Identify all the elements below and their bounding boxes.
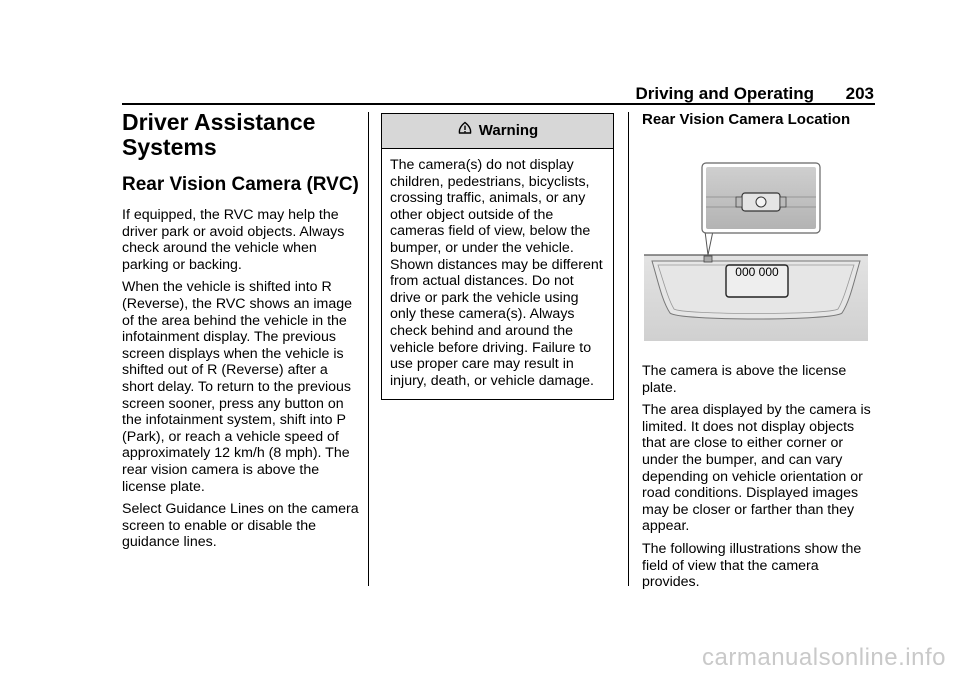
column-divider-left	[368, 112, 369, 586]
warning-header	[382, 114, 613, 149]
paragraph: If equipped, the RVC may help the driver park or avoid objects. Always check around the vehicle when parking or backing.	[122, 207, 345, 273]
warning-box	[381, 113, 614, 400]
paragraph: The camera is above the license plate.	[642, 363, 847, 396]
paragraph: Select Guidance Lines on the camera screen to enable or disable the guidance lines.	[122, 501, 359, 551]
page-header	[122, 84, 874, 104]
section-title: Driving and Operating	[635, 84, 814, 103]
header-rule	[122, 103, 875, 105]
license-plate-text: 000 000	[735, 265, 779, 279]
watermark: carmanualsonline.info	[702, 644, 946, 671]
warning-label: Warning	[478, 121, 539, 139]
page-number: 203	[845, 84, 874, 103]
middle-column	[381, 113, 614, 400]
paragraph: When the vehicle is shifted into R (Reverse), the RVC shows an image of the area behind the vehicle in the infotainment display. The previous screen displays when the vehicle is shifted out of R (Reverse) after a short delay. To return to the previous screen sooner, press any button on the infotainment system, shift into P (Park), or reach a vehicle speed of approximately 12 km/h (8 mph). The rear vision camera is above the license plate.	[122, 279, 352, 495]
paragraph: The area displayed by the camera is limited. It does not display objects that are close to either corner or under the bumper, and can vary depending on vehicle orientation or road conditions. Displayed images may be closer or farther than they appear.	[642, 402, 871, 535]
paragraph: The following illustrations show the field of view that the camera provides.	[642, 540, 862, 591]
column-divider-right	[628, 112, 629, 586]
camera-location-heading: Rear Vision Camera Location	[642, 111, 851, 128]
warning-text: The camera(s) do not display children, pedestrians, bicyclists, crossing traffic, animals, or any other object outside of the cameras field of view, below the bumper, or under the vehicle. Shown distances may be different from actual distances. Do not drive or park the vehicle using only these camera(s). Always check behind and around the vehicle before driving. Failure to use proper care may result in injury, death, or vehicle damage.	[390, 157, 603, 389]
camera-location-illustration	[642, 161, 870, 341]
warning-icon	[457, 121, 473, 142]
section-heading: Rear Vision Camera (RVC)	[122, 174, 359, 195]
page-title: Driver Assistance Systems	[122, 109, 316, 160]
left-column	[122, 110, 362, 557]
right-column	[642, 111, 878, 597]
camera-illustration-svg	[642, 161, 870, 341]
